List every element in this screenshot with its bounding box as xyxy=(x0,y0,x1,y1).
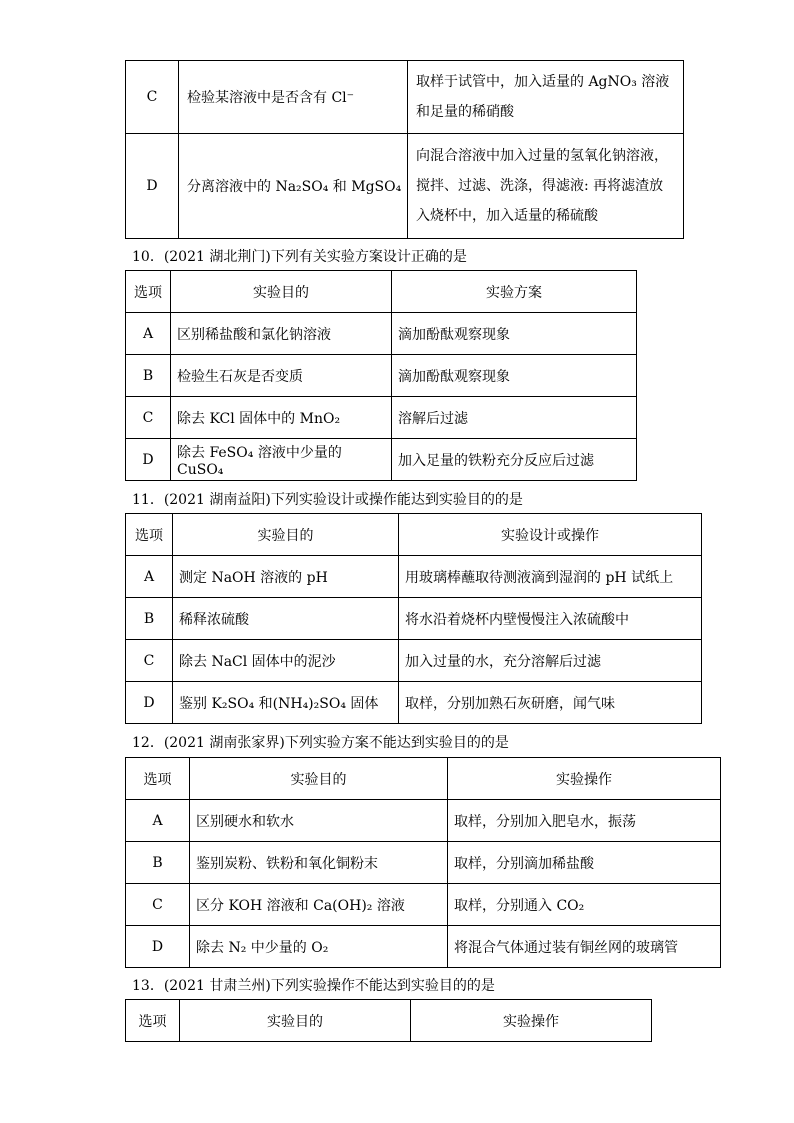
method-cell: 用玻璃棒蘸取待测液滴到湿润的 pH 试纸上 xyxy=(399,556,702,598)
q12-table xyxy=(125,757,721,968)
header-cell: 选项 xyxy=(126,758,190,800)
table-row xyxy=(126,556,702,598)
option-cell: D xyxy=(126,134,179,239)
header-cell: 实验操作 xyxy=(411,1000,652,1042)
method-cell: 将水沿着烧杯内壁慢慢注入浓硫酸中 xyxy=(399,598,702,640)
goal-cell: 测定 NaOH 溶液的 pH xyxy=(173,556,399,598)
header-cell: 选项 xyxy=(126,514,173,556)
method-cell: 取样，分别通入 CO₂ xyxy=(448,884,721,926)
q13-table xyxy=(125,999,652,1042)
header-cell: 实验目的 xyxy=(171,271,392,313)
method-cell: 溶解后过滤 xyxy=(392,397,637,439)
table-row xyxy=(126,682,702,724)
goal-cell: 稀释浓硫酸 xyxy=(173,598,399,640)
goal-cell: 分离溶液中的 Na₂SO₄ 和 MgSO₄ xyxy=(179,134,408,239)
header-cell: 实验设计或操作 xyxy=(399,514,702,556)
question-13-stem: 13．(2021 甘肃兰州)下列实验操作不能达到实验目的的是 xyxy=(132,978,495,994)
option-cell: D xyxy=(126,439,171,481)
goal-cell: 除去 KCl 固体中的 MnO₂ xyxy=(171,397,392,439)
table-row xyxy=(126,134,684,239)
table-row xyxy=(126,842,721,884)
table-header-row xyxy=(126,514,702,556)
option-cell: D xyxy=(126,682,173,724)
header-cell: 实验操作 xyxy=(448,758,721,800)
question-12-stem: 12．(2021 湖南张家界)下列实验方案不能达到实验目的的是 xyxy=(132,735,509,751)
q11-table xyxy=(125,513,702,724)
method-cell: 加入足量的铁粉充分反应后过滤 xyxy=(392,439,637,481)
header-cell: 实验目的 xyxy=(173,514,399,556)
table-header-row xyxy=(126,1000,652,1042)
option-cell: B xyxy=(126,355,171,397)
table-row xyxy=(126,598,702,640)
goal-cell: 鉴别炭粉、铁粉和氧化铜粉末 xyxy=(190,842,448,884)
goal-cell: 除去 FeSO₄ 溶液中少量的 CuSO₄ xyxy=(171,439,392,481)
method-cell: 取样于试管中，加入适量的 AgNO₃ 溶液和足量的稀硝酸 xyxy=(408,61,684,134)
q9-table xyxy=(125,60,684,239)
table-row xyxy=(126,355,637,397)
option-cell: C xyxy=(126,397,171,439)
goal-cell: 除去 NaCl 固体中的泥沙 xyxy=(173,640,399,682)
method-cell: 取样，分别加熟石灰研磨，闻气味 xyxy=(399,682,702,724)
header-cell: 实验方案 xyxy=(392,271,637,313)
table-row xyxy=(126,640,702,682)
method-cell: 取样，分别加入肥皂水，振荡 xyxy=(448,800,721,842)
option-cell: B xyxy=(126,842,190,884)
goal-cell: 检验某溶液中是否含有 Cl⁻ xyxy=(179,61,408,134)
method-cell: 将混合气体通过装有铜丝网的玻璃管 xyxy=(448,926,721,968)
goal-cell: 区别硬水和软水 xyxy=(190,800,448,842)
option-cell: A xyxy=(126,800,190,842)
option-cell: B xyxy=(126,598,173,640)
header-cell: 选项 xyxy=(126,1000,180,1042)
goal-cell: 区别稀盐酸和氯化钠溶液 xyxy=(171,313,392,355)
table-row xyxy=(126,61,684,134)
option-cell: C xyxy=(126,61,179,134)
header-cell: 实验目的 xyxy=(180,1000,411,1042)
q10-table xyxy=(125,270,637,481)
question-11-stem: 11．(2021 湖南益阳)下列实验设计或操作能达到实验目的的是 xyxy=(132,492,523,508)
option-cell: A xyxy=(126,556,173,598)
table-row xyxy=(126,800,721,842)
method-cell: 滴加酚酞观察现象 xyxy=(392,355,637,397)
goal-cell: 检验生石灰是否变质 xyxy=(171,355,392,397)
table-row xyxy=(126,397,637,439)
goal-cell: 除去 N₂ 中少量的 O₂ xyxy=(190,926,448,968)
header-cell: 选项 xyxy=(126,271,171,313)
question-10-stem: 10．(2021 湖北荆门)下列有关实验方案设计正确的是 xyxy=(132,249,467,265)
goal-cell: 区分 KOH 溶液和 Ca(OH)₂ 溶液 xyxy=(190,884,448,926)
goal-cell: 鉴别 K₂SO₄ 和(NH₄)₂SO₄ 固体 xyxy=(173,682,399,724)
option-cell: C xyxy=(126,884,190,926)
table-row xyxy=(126,926,721,968)
table-header-row xyxy=(126,271,637,313)
method-cell: 取样，分别滴加稀盐酸 xyxy=(448,842,721,884)
option-cell: D xyxy=(126,926,190,968)
method-cell: 滴加酚酞观察现象 xyxy=(392,313,637,355)
table-row xyxy=(126,439,637,481)
header-cell: 实验目的 xyxy=(190,758,448,800)
option-cell: C xyxy=(126,640,173,682)
table-row xyxy=(126,884,721,926)
method-cell: 加入过量的水，充分溶解后过滤 xyxy=(399,640,702,682)
method-cell: 向混合溶液中加入过量的氢氧化钠溶液，搅拌、过滤、洗涤，得滤液: 再将滤渣放入烧杯中，加入适量的稀硫酸 xyxy=(408,134,684,239)
table-row xyxy=(126,313,637,355)
option-cell: A xyxy=(126,313,171,355)
table-header-row xyxy=(126,758,721,800)
